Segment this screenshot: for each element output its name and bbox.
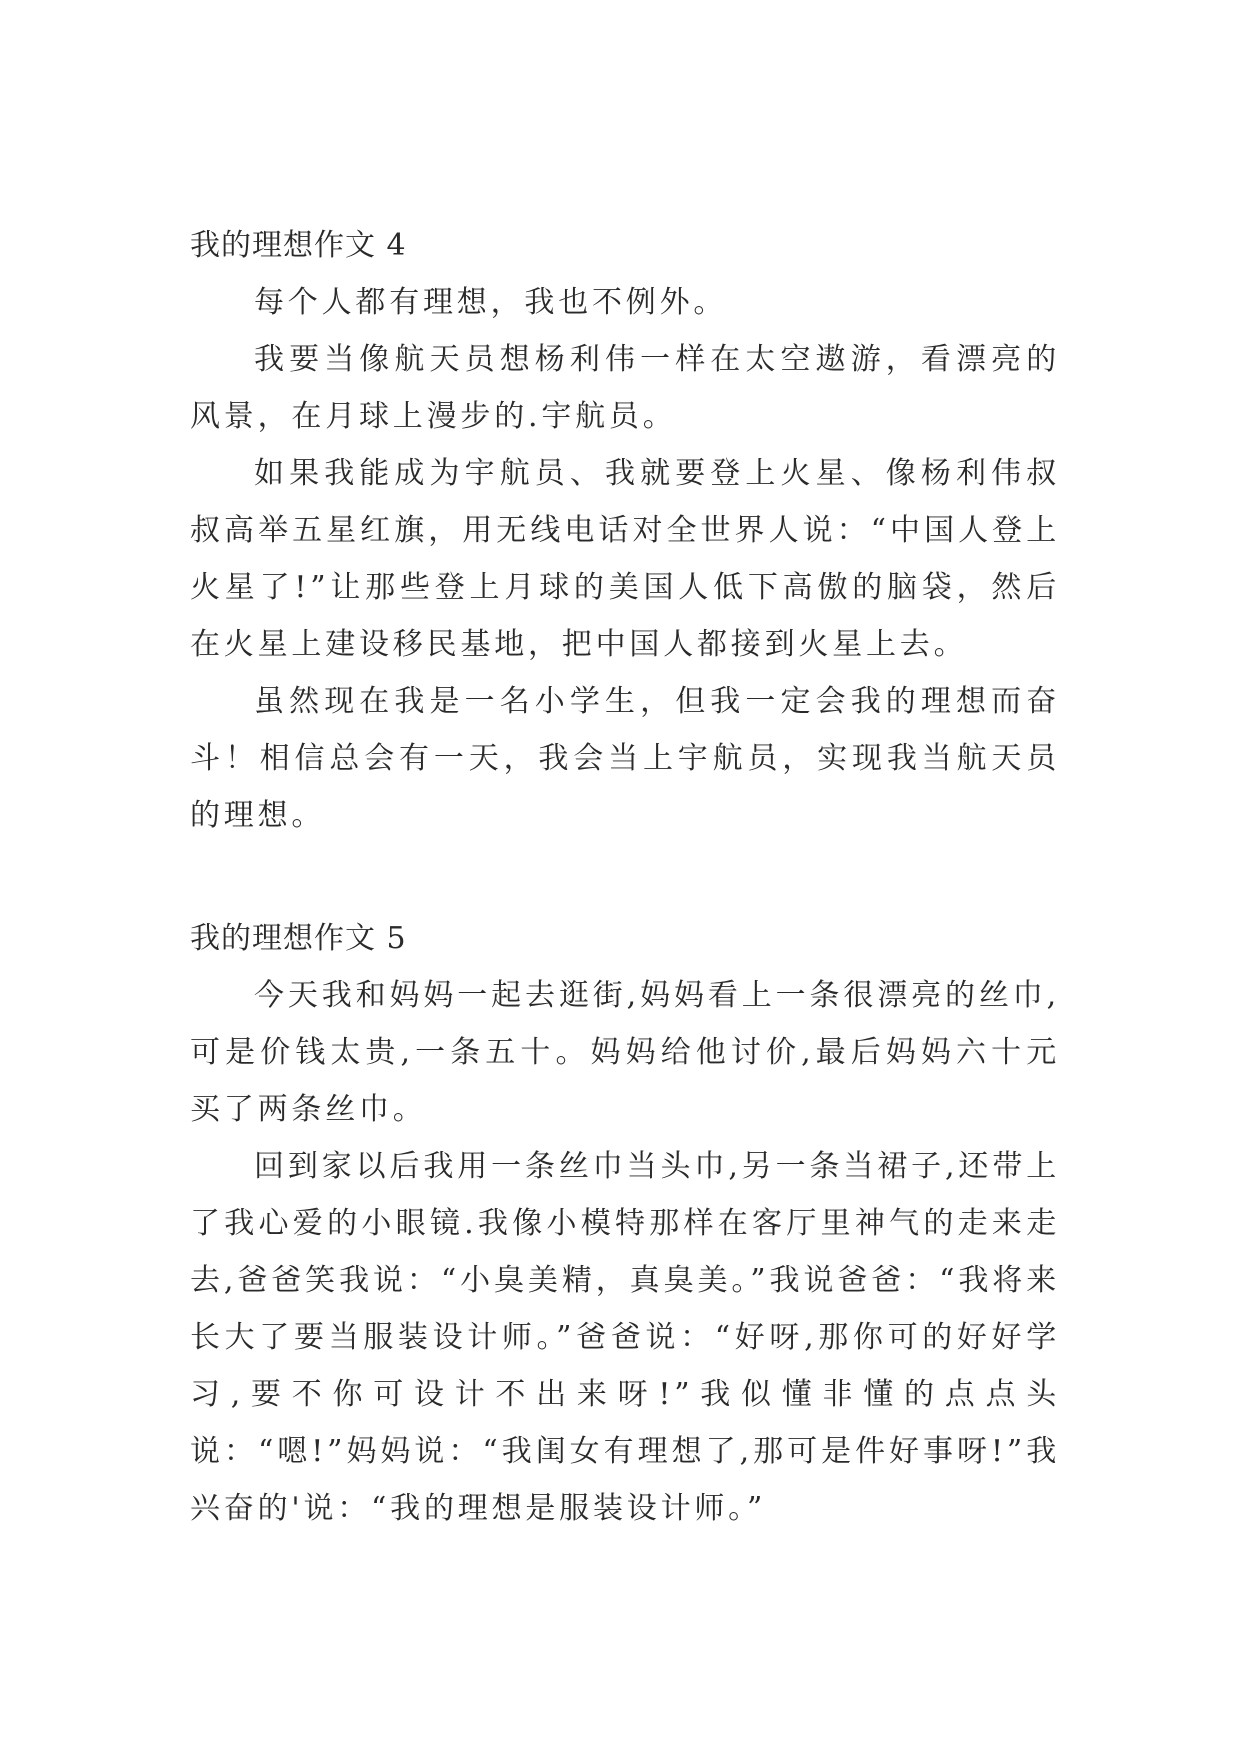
paragraph: 每个人都有理想，我也不例外。	[254, 285, 728, 320]
essay-section-5	[190, 910, 1060, 1537]
paragraph: 我要当像航天员想杨利伟一样在太空遨游，看漂亮的风景，在月球上漫步的.宇航员。	[190, 342, 1060, 434]
paragraph: 虽然现在我是一名小学生，但我一定会我的理想而奋斗！相信总会有一天，我会当上宇航员，实现我当航天员的理想。	[190, 684, 1060, 833]
essay-section-4	[190, 217, 1060, 844]
essay-title: 我的理想作文 5	[190, 921, 407, 956]
paragraph: 今天我和妈妈一起去逛街,妈妈看上一条很漂亮的丝巾,可是价钱太贵,一条五十。妈妈给他讨价,最后妈妈六十元买了两条丝巾。	[190, 978, 1060, 1127]
paragraph: 如果我能成为宇航员、我就要登上火星、像杨利伟叔叔高举五星红旗，用无线电话对全世界人说：“中国人登上火星了!”让那些登上月球的美国人低下高傲的脑袋，然后在火星上建设移民基地，把中国人都接到火星上去。	[190, 456, 1060, 662]
essay-title: 我的理想作文 4	[190, 228, 407, 263]
paragraph: 回到家以后我用一条丝巾当头巾,另一条当裙子,还带上了我心爱的小眼镜.我像小模特那样在客厅里神气的走来走去,爸爸笑我说：“小臭美精，真臭美。”我说爸爸：“我将来长大了要当服装设计师。”爸爸说：“好呀,那你可的好好学习,要不你可设计不出来呀!”我似懂非懂的点点头说：“嗯!”妈妈说：“我闺女有理想了,那可是件好事呀!”我兴奋的'说：“我的理想是服装设计师。”	[190, 1149, 1060, 1526]
